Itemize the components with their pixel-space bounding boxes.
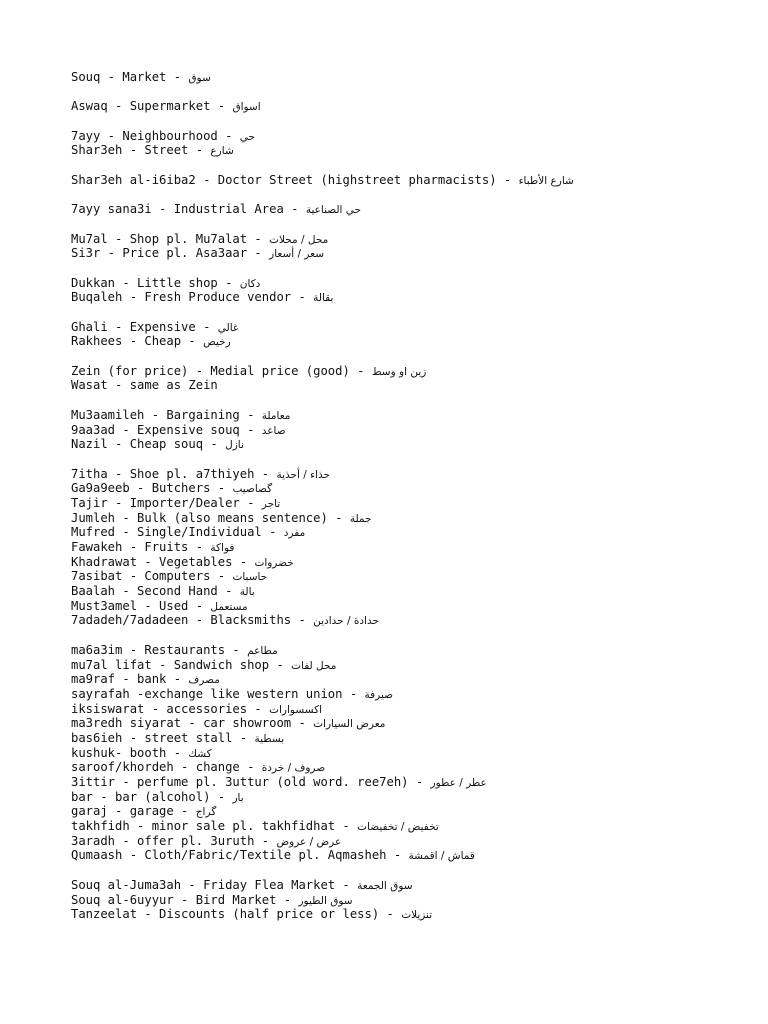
vocab-entry <box>71 202 751 217</box>
vocab-transliteration: Buqaleh - Fresh Produce vendor - <box>71 290 314 305</box>
vocab-entry <box>71 555 751 570</box>
vocab-entry <box>71 716 751 731</box>
vocab-transliteration: 3ittir - perfume pl. 3uttur (old word. ree7eh) - <box>71 775 431 789</box>
blank-line <box>71 349 751 364</box>
vocab-arabic: عرض / عروض <box>276 835 342 848</box>
vocab-entry <box>71 760 751 775</box>
vocab-arabic: شارع الأطباء <box>518 174 574 187</box>
vocab-transliteration: Souq al-Juma3ah - Friday Flea Market - <box>71 877 358 892</box>
vocab-entry <box>71 643 751 658</box>
blank-line <box>71 452 751 467</box>
vocab-arabic: مستعمل <box>210 600 248 613</box>
vocab-transliteration: Rakhees - Cheap - <box>71 334 204 349</box>
vocab-entry <box>71 848 751 863</box>
vocab-transliteration: Mufred - Single/Individual - <box>71 525 284 540</box>
vocab-arabic: سوق الجمعة <box>357 879 413 892</box>
blank-line <box>71 188 751 203</box>
vocab-transliteration: garaj - garage - <box>71 804 196 819</box>
vocab-transliteration: 7asibat - Computers - <box>71 569 233 584</box>
vocab-arabic: غالي <box>217 321 239 334</box>
vocab-transliteration: Mu3aamileh - Bargaining - <box>71 407 262 422</box>
blank-line <box>71 261 751 276</box>
vocab-arabic: معرض السيارات <box>313 718 386 731</box>
vocab-entry <box>71 819 751 834</box>
vocab-entry <box>71 525 751 540</box>
vocab-transliteration: sayrafah -exchange like western union - <box>71 686 365 701</box>
vocab-entry <box>71 129 751 144</box>
vocab-arabic: مصرف <box>188 674 220 687</box>
vocab-arabic: بار <box>232 791 244 804</box>
vocab-arabic: گراج <box>195 806 217 819</box>
vocab-arabic: حاسبات <box>232 571 268 584</box>
vocab-transliteration: Must3amel - Used - <box>71 598 211 613</box>
vocab-arabic: صيرفة <box>364 688 394 701</box>
vocab-arabic: اسواق <box>232 101 261 114</box>
vocab-arabic: تخفيض / تخفيضات <box>357 821 439 834</box>
vocab-transliteration: Ga9a9eeb - Butchers - <box>71 481 233 496</box>
vocab-transliteration: Souq al-6uyyur - Bird Market - <box>71 892 299 907</box>
vocab-entry <box>71 290 751 305</box>
vocab-entry <box>71 790 751 805</box>
vocab-entry <box>71 99 751 114</box>
vocab-transliteration: Fawakeh - Fruits - <box>71 540 211 554</box>
vocab-transliteration: 9aa3ad - Expensive souq - <box>71 422 262 437</box>
vocab-entry <box>71 569 751 584</box>
vocab-entry <box>71 246 751 261</box>
vocab-arabic: دكان <box>239 277 261 290</box>
vocab-transliteration: Ghali - Expensive - <box>71 319 218 334</box>
vocab-transliteration: Khadrawat - Vegetables - <box>71 554 255 569</box>
vocab-transliteration: Zein (for price) - Medial price (good) - <box>71 363 372 378</box>
vocab-arabic: سوق الطيور <box>298 894 353 907</box>
vocab-arabic: جملة <box>349 512 372 525</box>
vocab-arabic: زين او وسط <box>371 365 427 378</box>
blank-line <box>71 305 751 320</box>
vocab-transliteration: Shar3eh al-i6iba2 - Doctor Street (highstreet pharmacists) - <box>71 172 519 187</box>
vocab-arabic: صاعد <box>261 424 286 437</box>
blank-line <box>71 217 751 232</box>
vocab-transliteration: Dukkan - Little shop - <box>71 275 240 290</box>
vocab-transliteration: ma6a3im - Restaurants - <box>71 642 248 657</box>
vocab-arabic: بسطية <box>254 732 285 745</box>
vocab-arabic: بقالة <box>313 292 334 305</box>
vocab-transliteration: Wasat - same as Zein <box>71 378 218 393</box>
vocab-arabic: كشك <box>188 747 212 760</box>
vocab-transliteration: 7itha - Shoe pl. a7thiyeh - <box>71 466 277 481</box>
vocab-entry <box>71 746 751 761</box>
vocab-transliteration: Baalah - Second Hand - <box>71 584 240 599</box>
vocab-entry <box>71 893 751 908</box>
vocab-entry <box>71 878 751 893</box>
vocab-transliteration: mu7al lifat - Sandwich shop - <box>71 657 292 672</box>
vocab-arabic: تاجر <box>261 497 281 510</box>
vocab-transliteration: bar - bar (alcohol) - <box>71 789 233 804</box>
vocab-transliteration: Aswaq - Supermarket - <box>71 99 233 114</box>
vocab-transliteration: 7ayy sana3i - Industrial Area - <box>71 202 306 217</box>
vocab-entry <box>71 378 751 393</box>
vocab-transliteration: saroof/khordeh - change - <box>71 760 262 775</box>
vocab-entry <box>71 408 751 423</box>
vocab-transliteration: 7ayy - Neighbourhood - <box>71 128 240 143</box>
vocab-arabic: سوق <box>188 72 211 84</box>
vocab-entry <box>71 775 751 790</box>
vocab-arabic: نازل <box>225 439 244 452</box>
vocab-entry <box>71 70 751 85</box>
vocab-transliteration: 7adadeh/7adadeen - Blacksmiths - <box>71 613 314 628</box>
vocab-arabic: حي الصناعية <box>305 204 362 217</box>
vocab-entry <box>71 599 751 614</box>
vocab-entry <box>71 731 751 746</box>
vocab-arabic: سعر / أسعار <box>269 248 325 261</box>
vocab-transliteration: Souq - Market - <box>71 70 189 84</box>
vocab-entry <box>71 320 751 335</box>
blank-line <box>71 863 751 878</box>
vocab-arabic: مفرد <box>283 527 306 540</box>
vocab-arabic: محل / محلات <box>269 233 329 246</box>
vocab-arabic: محل لفات <box>291 659 337 672</box>
blank-line <box>71 393 751 408</box>
vocab-entry <box>71 334 751 349</box>
vocab-arabic: مطاعم <box>247 644 278 657</box>
vocabulary-document <box>71 70 751 922</box>
vocab-entry <box>71 467 751 482</box>
vocab-arabic: معاملة <box>261 409 291 422</box>
vocab-transliteration: kushuk- booth - <box>71 745 189 760</box>
vocab-entry <box>71 658 751 673</box>
vocab-transliteration: ma9raf - bank - <box>71 672 189 687</box>
vocab-arabic: عطر / عطور <box>430 777 487 789</box>
vocab-entry <box>71 173 751 188</box>
vocab-arabic: حدادة / حدادين <box>313 615 379 628</box>
vocab-transliteration: Qumaash - Cloth/Fabric/Textile pl. Aqmasheh - <box>71 848 409 863</box>
vocab-transliteration: Mu7al - Shop pl. Mu7alat - <box>71 231 270 246</box>
vocab-transliteration: Tanzeelat - Discounts (half price or less) - <box>71 907 402 922</box>
vocab-entry <box>71 804 751 819</box>
vocab-arabic: تنزيلات <box>401 909 433 922</box>
vocab-arabic: بالة <box>239 586 255 599</box>
vocab-arabic: گصاصيب <box>232 483 273 496</box>
blank-line <box>71 85 751 100</box>
blank-line <box>71 628 751 643</box>
vocab-arabic: قماش / اقمشة <box>408 850 475 863</box>
vocab-transliteration: iksiswarat - accessories - <box>71 701 270 716</box>
vocab-entry <box>71 687 751 702</box>
vocab-entry <box>71 613 751 628</box>
vocab-entry <box>71 702 751 717</box>
vocab-transliteration: Tajir - Importer/Dealer - <box>71 495 262 510</box>
vocab-arabic: صروف / خردة <box>261 762 326 775</box>
vocab-entry <box>71 834 751 849</box>
vocab-arabic: رخيص <box>203 336 231 349</box>
vocab-entry <box>71 437 751 452</box>
vocab-transliteration: bas6ieh - street stall - <box>71 730 255 745</box>
vocab-entry <box>71 584 751 599</box>
vocab-transliteration: Jumleh - Bulk (also means sentence) - <box>71 510 350 525</box>
vocab-arabic: خضروات <box>254 556 294 569</box>
vocab-arabic: فواكة <box>210 542 235 554</box>
vocab-transliteration: Nazil - Cheap souq - <box>71 437 226 452</box>
vocab-arabic: شارع <box>210 145 234 158</box>
vocab-arabic: حذاء / أحذية <box>276 468 330 481</box>
vocab-arabic: اكسسوارات <box>269 703 322 716</box>
vocab-transliteration: Si3r - Price pl. Asa3aar - <box>71 246 270 261</box>
vocab-entry <box>71 496 751 511</box>
blank-line <box>71 114 751 129</box>
vocab-arabic: حي <box>239 130 256 143</box>
vocab-entry <box>71 143 751 158</box>
vocab-entry <box>71 232 751 247</box>
blank-line <box>71 158 751 173</box>
vocab-entry <box>71 364 751 379</box>
vocab-entry <box>71 907 751 922</box>
vocab-entry <box>71 511 751 526</box>
vocab-transliteration: ma3redh siyarat - car showroom - <box>71 716 314 731</box>
vocab-transliteration: takhfidh - minor sale pl. takhfidhat - <box>71 819 358 834</box>
vocab-entry <box>71 276 751 291</box>
vocab-entry <box>71 481 751 496</box>
vocab-entry <box>71 540 751 555</box>
vocab-transliteration: 3aradh - offer pl. 3uruth - <box>71 833 277 848</box>
vocab-transliteration: Shar3eh - Street - <box>71 143 211 158</box>
vocab-entry <box>71 423 751 438</box>
vocab-entry <box>71 672 751 687</box>
